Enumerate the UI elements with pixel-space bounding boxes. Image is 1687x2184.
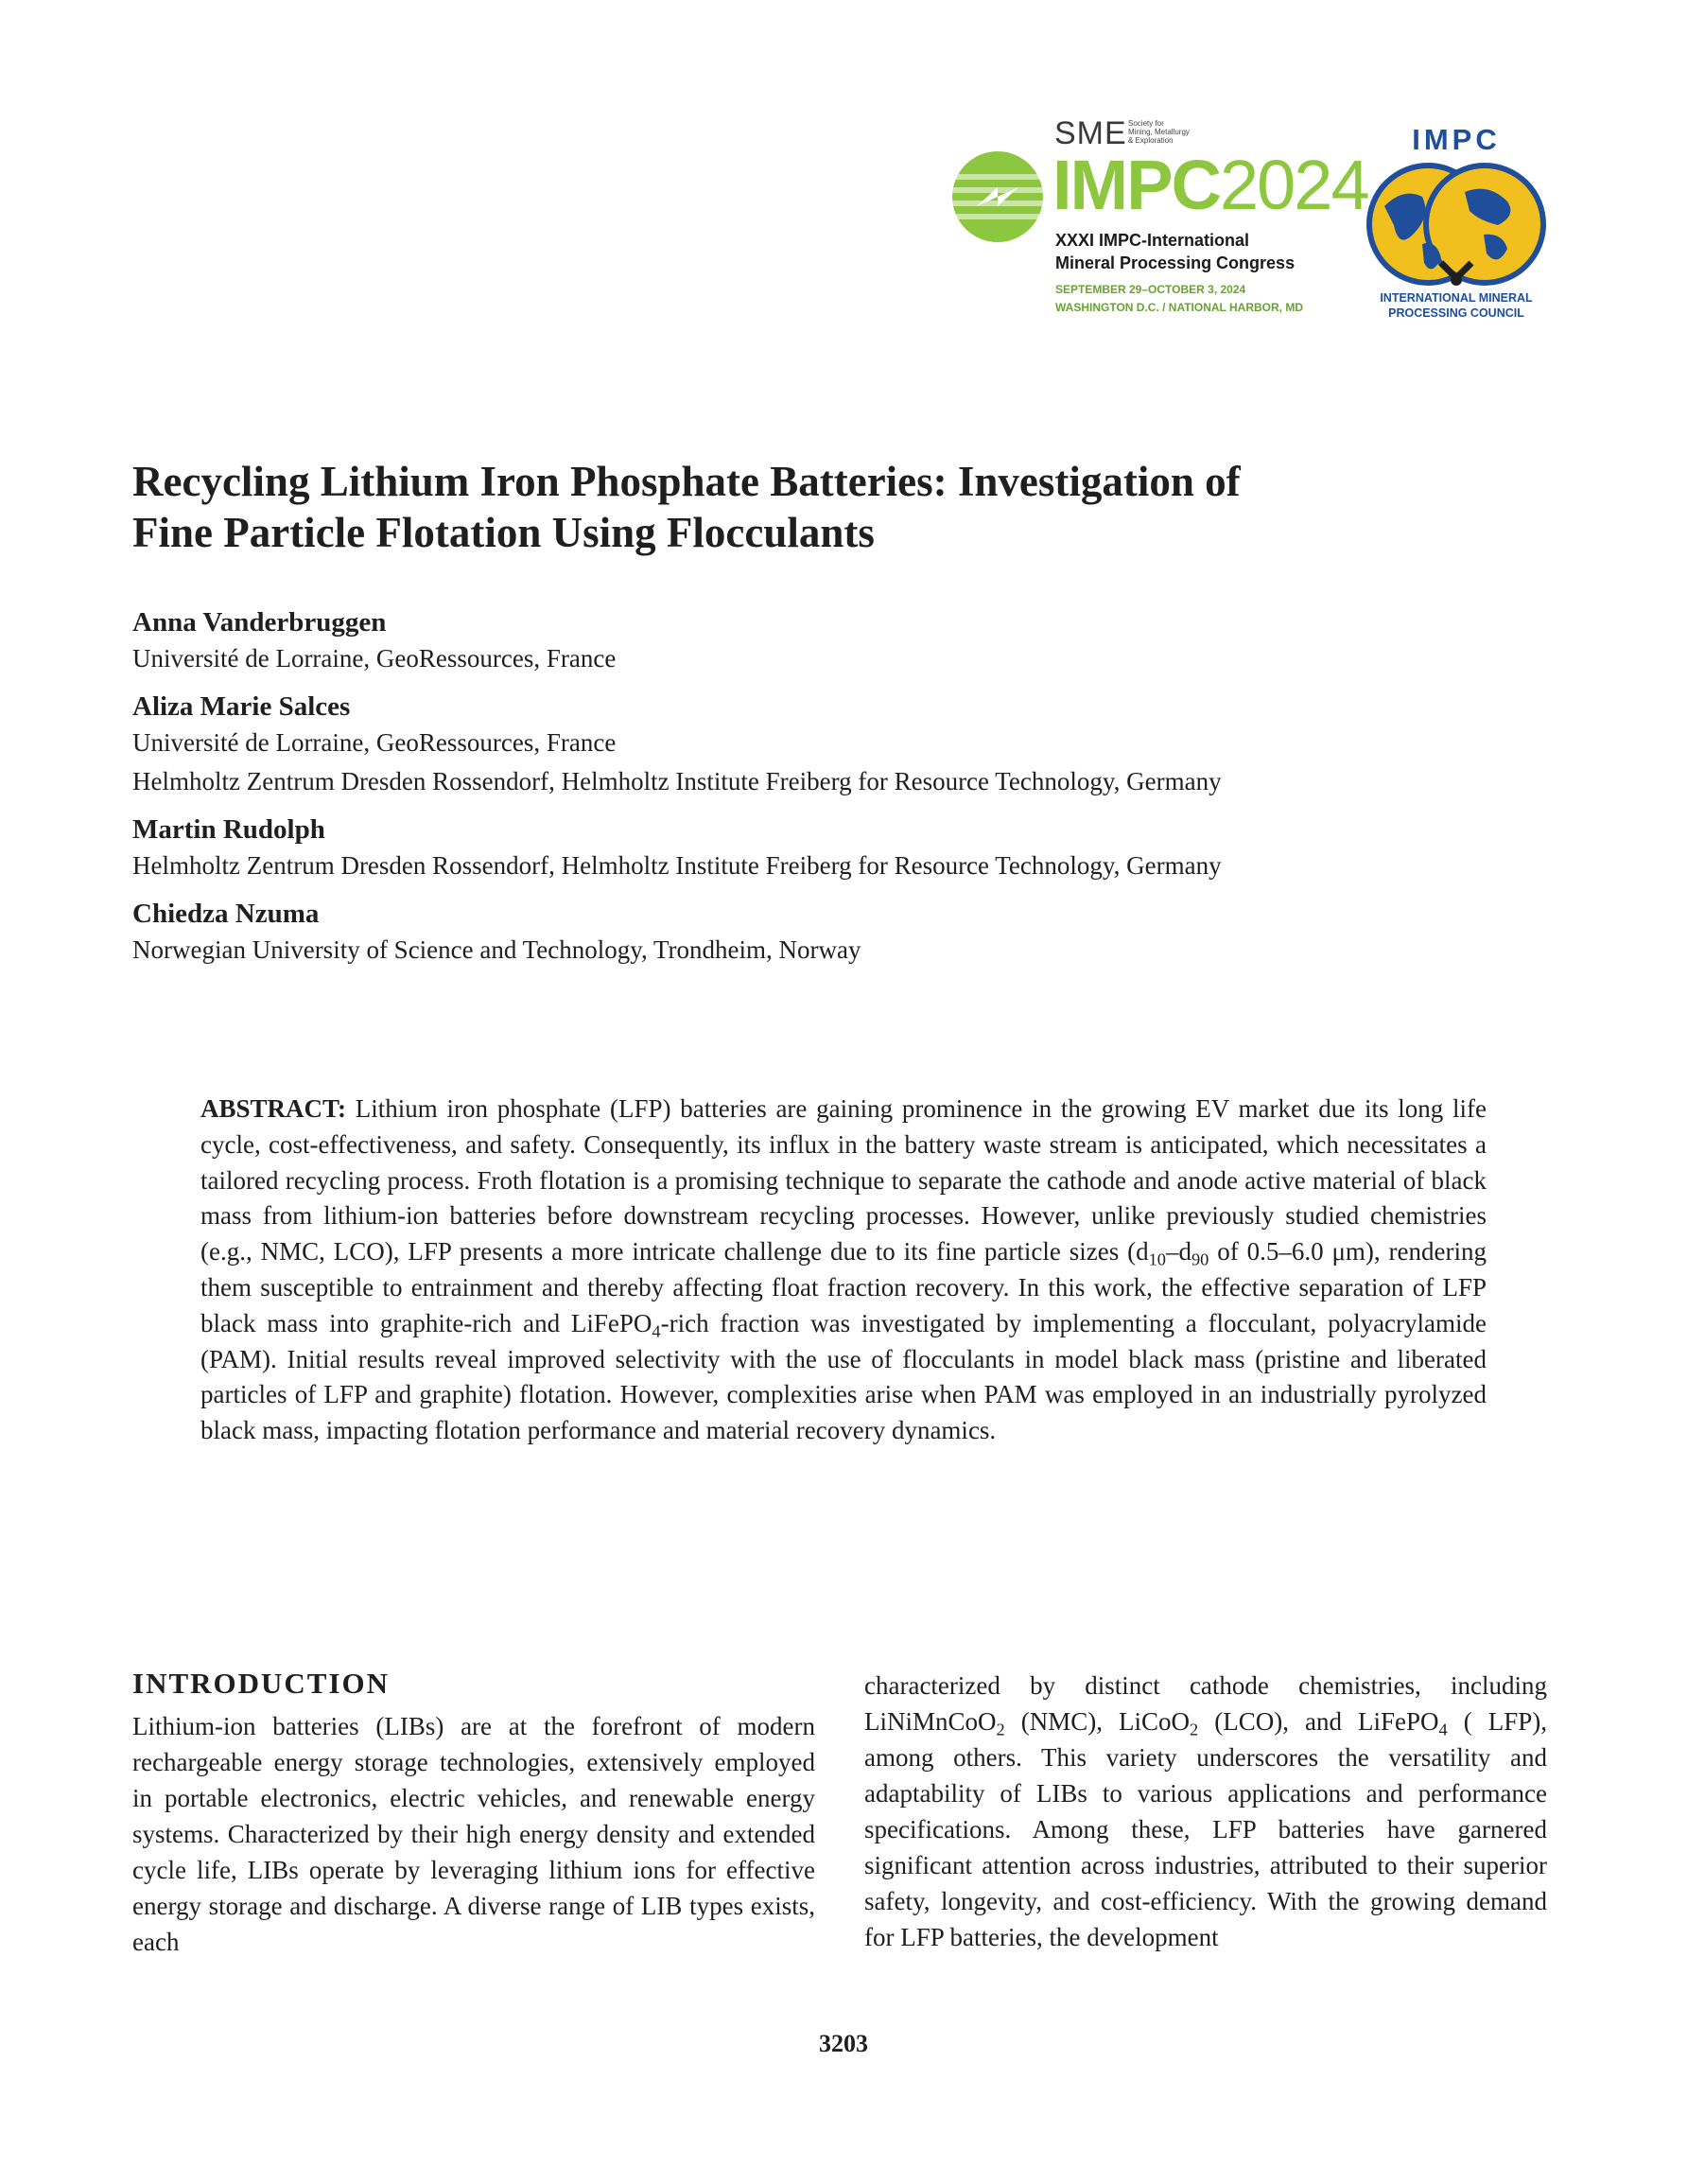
body-subscript: 4	[1438, 1720, 1448, 1739]
abstract-text: –d	[1165, 1237, 1191, 1267]
impc-name: IMPC	[1052, 146, 1220, 224]
abstract	[200, 1092, 1487, 1449]
body-text: (LCO), and LiFePO	[1198, 1707, 1439, 1736]
author-affiliation: Helmholtz Zentrum Dresden Rossendorf, Helmholtz Institute Freiberg for Resource Technology, Germany	[132, 851, 1222, 880]
author-name: Anna Vanderbruggen	[132, 607, 387, 638]
body-subscript: 2	[996, 1720, 1005, 1739]
abstract-text: of 0.5–6.0 μm), rendering them susceptible to entrainment and thereby affecting float fraction recovery. In this work, the effective separation of LFP black mass into graphite-rich and LiFePO	[200, 1237, 1487, 1337]
paper-title-line: Fine Particle Flotation Using Flocculants	[132, 509, 875, 556]
author-list	[132, 605, 1551, 981]
body-column-right	[864, 1668, 1547, 1955]
sme-society-line: Mining, Metallurgy	[1128, 128, 1190, 136]
author-block	[132, 812, 1551, 885]
paper-title	[132, 456, 1456, 558]
body-text: (NMC), LiCoO	[1004, 1707, 1191, 1736]
abstract-label: ABSTRACT:	[200, 1094, 347, 1123]
sme-society-line: Society for	[1128, 119, 1164, 128]
council-name-line: PROCESSING COUNCIL	[1388, 306, 1524, 320]
section-heading: INTRODUCTION	[132, 1667, 391, 1700]
author-block	[132, 690, 1551, 801]
author-name: Aliza Marie Salces	[132, 691, 351, 722]
council-title: IMPC	[1412, 123, 1501, 156]
impc-wordmark	[1052, 148, 1368, 223]
body-text: characterized by distinct cathode chemistries, including LiNiMnCoO	[864, 1671, 1547, 1736]
author-block	[132, 605, 1551, 678]
sme-society-text	[1128, 119, 1190, 145]
author-affiliation: Helmholtz Zentrum Dresden Rossendorf, Helmholtz Institute Freiberg for Resource Technology, Germany	[132, 767, 1222, 795]
author-name: Chiedza Nzuma	[132, 899, 320, 929]
congress-date: SEPTEMBER 29–OCTOBER 3, 2024	[1055, 283, 1246, 296]
author-name: Martin Rudolph	[132, 814, 325, 845]
congress-subtitle-line: Mineral Processing Congress	[1055, 253, 1296, 272]
congress-subtitle-line: XXXI IMPC-International	[1055, 231, 1250, 250]
congress-location: WASHINGTON D.C. / NATIONAL HARBOR, MD	[1055, 301, 1303, 314]
paper-title-line: Recycling Lithium Iron Phosphate Batteries: Investigation of	[132, 458, 1241, 505]
abstract-subscript: 90	[1191, 1249, 1209, 1269]
body-text: ( LFP), among others. This variety underscores the versatility and adaptability of LIBs to various applications and performance specifications. Among these, LFP batteries have garnered significant attention across industries, attributed to their superior safety, longevity, and cost-efficiency. With the growing demand for LFP batteries, the development	[864, 1707, 1548, 1951]
author-block	[132, 897, 1551, 970]
body-paragraph	[864, 1668, 1547, 1955]
sme-mark: SME	[1054, 115, 1127, 151]
abstract-subscript: 4	[652, 1321, 661, 1341]
sme-society-line: & Exploration	[1128, 136, 1174, 145]
impc-year: 2024	[1220, 146, 1368, 224]
globe-icon	[1365, 159, 1547, 289]
author-affiliation: Université de Lorraine, GeoRessources, France	[132, 728, 617, 757]
council-name-line: INTERNATIONAL MINERAL	[1380, 291, 1533, 305]
body-paragraph: Lithium-ion batteries (LIBs) are at the forefront of modern rechargeable energy storage technologies, extensively employed in portable electronics, electric vehicles, and renewable energy systems. Characterized by their high energy density and extended cycle life, LIBs operate by leveraging lithium ions for effective energy storage and discharge. A diverse range of LIB types exists, each	[132, 1712, 815, 1956]
abstract-text: Lithium iron phosphate (LFP) batteries are gaining prominence in the growing EV market due its long life cycle, cost-effectiveness, and safety. Consequently, its influx in the battery waste stream is anticipated, which necessitates a tailored recycling process. Froth flotation is a promising technique to separate the cathode and anode active material of black mass from lithium-ion batteries before downstream recycling processes. However, unlike previously studied chemistries (e.g., NMC, LCO), LFP presents a more intricate challenge due to its fine particle sizes (d	[200, 1094, 1487, 1267]
abstract-subscript: 10	[1148, 1249, 1166, 1269]
body-column-left	[132, 1665, 815, 1960]
impc-council-logo	[1362, 123, 1551, 322]
author-affiliation: Université de Lorraine, GeoRessources, France	[132, 644, 617, 673]
page-number: 3203	[819, 2030, 868, 2057]
impc-badge-icon	[950, 149, 1045, 244]
abstract-text: -rich fraction was investigated by implementing a flocculant, polyacrylamide (PAM). Initial results reveal improved selectivity with the use of flocculants in model black mass (pristine and liberated particles of LFP and graphite) flotation. However, complexities arise when PAM was employed in an industrially pyrolyzed black mass, impacting flotation performance and material recovery dynamics.	[200, 1308, 1487, 1445]
body-subscript: 2	[1190, 1720, 1199, 1739]
author-affiliation: Norwegian University of Science and Technology, Trondheim, Norway	[132, 935, 861, 964]
